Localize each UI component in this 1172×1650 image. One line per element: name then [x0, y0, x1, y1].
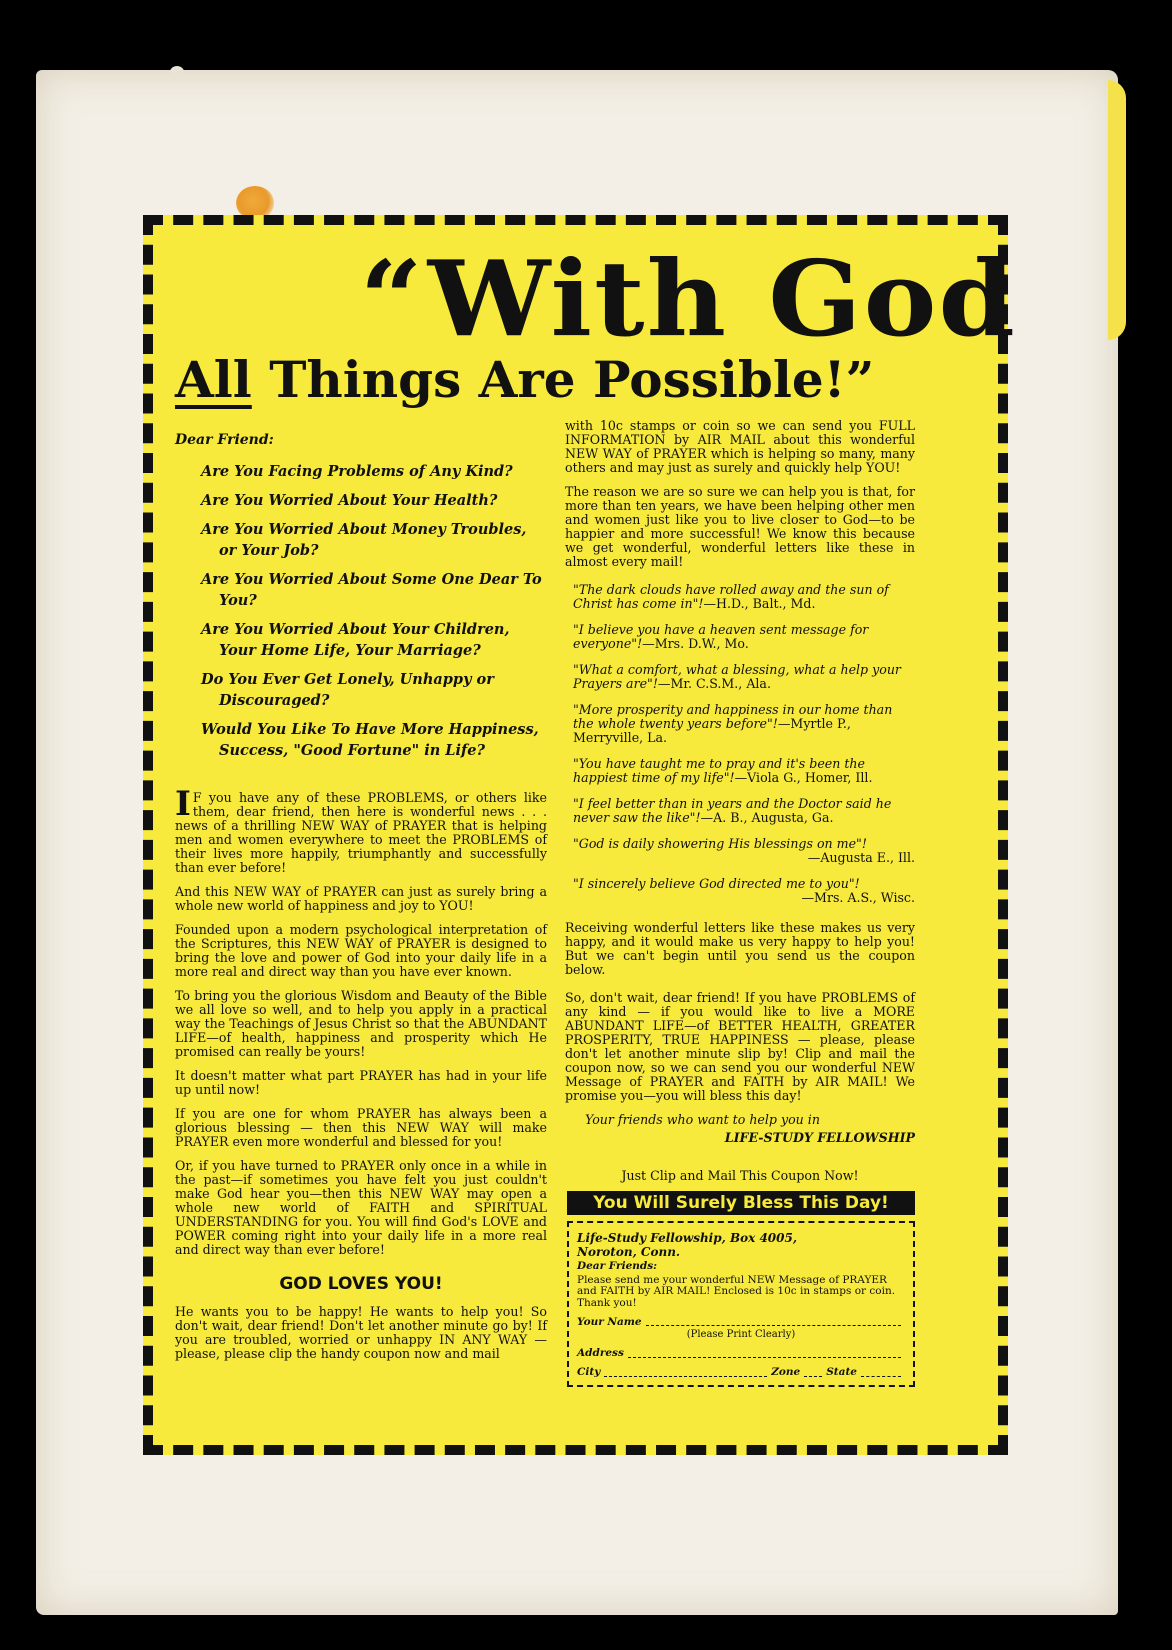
testimonial — [573, 703, 915, 745]
body-paragraph: To bring you the glorious Wisdom and Beauty of the Bible we all love so well, and to help you apply in a practical way the Teachings of Jesus Christ so that the ABUNDANT LIFE—of health, happiness and prosperity which He promised can really be yours! — [175, 988, 547, 1059]
question-item: Are You Facing Problems of Any Kind? — [201, 463, 513, 480]
testimonial-attribution: —H.D., Balt., Md. — [703, 596, 816, 611]
testimonial-text: "More prosperity and happiness in our home than the whole twenty years before"! — [573, 702, 893, 731]
body-paragraph: He wants you to be happy! He wants to help you! So don't wait, dear friend! Don't let another minute go by! If you are troubled, worried or unhappy IN ANY WAY —please, please clip the handy coupon now and mail — [175, 1304, 547, 1361]
testimonial-attribution: —A. B., Augusta, Ga. — [700, 810, 834, 825]
testimonial-text: "The dark clouds have rolled away and the sun of Christ has come in"! — [573, 582, 889, 611]
paragraph-text: F you have any of these PROBLEMS, or others like them, dear friend, then here is wonderful news . . . news of a thrilling NEW WAY of PRAYER that is helping men and women everywhere to meet the PROBLEMS of their lives more happily, triumphantly and successfully than ever before! — [175, 790, 547, 875]
bless-banner: You Will Surely Bless This Day! — [567, 1191, 915, 1215]
zone-label: Zone — [771, 1366, 801, 1378]
testimonial — [573, 837, 915, 865]
coupon-body: Please send me your wonderful NEW Message of PRAYER and FAITH by AIR MAIL! Enclosed is 10c in stamps or coin. Thank you! — [577, 1273, 896, 1309]
body-paragraph: Founded upon a modern psychological interpretation of the Scriptures, this NEW WAY of PRAYER is designed to bring the love and power of God into your daily life in a more real and direct way than you have ever known. — [175, 922, 547, 979]
coupon-city-row — [577, 1366, 905, 1379]
letter-greeting: Dear Friend: — [175, 432, 274, 448]
body-paragraph: And this NEW WAY of PRAYER can just as surely bring a whole new world of happiness and joy to YOU! — [175, 884, 547, 913]
address-label: Address — [577, 1347, 624, 1359]
coupon-name-row — [577, 1315, 905, 1328]
testimonial-attribution: —Viola G., Homer, Ill. — [734, 770, 873, 785]
testimonial-attribution: —Myrtle P., Merryville, La. — [573, 716, 851, 745]
testimonial — [573, 583, 915, 611]
headline-all-word: All — [175, 350, 252, 409]
headline-line-1: “With God — [359, 237, 1017, 360]
paper-nick — [170, 66, 184, 78]
state-field[interactable] — [861, 1366, 901, 1377]
state-label: State — [826, 1366, 857, 1378]
city-field[interactable] — [604, 1366, 767, 1377]
mail-coupon[interactable] — [567, 1221, 915, 1387]
testimonial-text: "I believe you have a heaven sent message for everyone"! — [573, 622, 869, 651]
testimonial-text: "What a comfort, what a blessing, what a help your Prayers are"! — [573, 662, 901, 691]
testimonial — [573, 623, 915, 651]
body-paragraph: Or, if you have turned to PRAYER only once in a while in the past—if sometimes you have felt you just couldn't make God hear you—then this NEW WAY may open a whole new world of FAITH and SPIRITUAL UNDERSTANDING for you. You will find God's LOVE and POWER coming right into your daily life in a more real and direct way than ever before! — [175, 1158, 547, 1257]
testimonial-text: "God is daily showering His blessings on me"! — [573, 836, 867, 851]
testimonial-text: "I feel better than in years and the Doctor said he never saw the like"! — [573, 796, 892, 825]
headline-rest: Things Are Possible!” — [269, 350, 875, 409]
body-paragraph: with 10c stamps or coin so we can send you FULL INFORMATION by AIR MAIL about this wonderful NEW WAY of PRAYER which is helping so many, many others and may just as surely and quickly help YOU! — [565, 418, 915, 475]
question-item: Do You Ever Get Lonely, Unhappy or Discouraged? — [201, 671, 494, 709]
coupon-address-row — [577, 1347, 905, 1360]
question-item: Are You Worried About Your Health? — [201, 492, 498, 509]
testimonial — [573, 757, 915, 785]
question-item: Would You Like To Have More Happiness, Success, "Good Fortune" in Life? — [201, 721, 539, 759]
clip-instruction: Just Clip and Mail This Coupon Now! — [621, 1168, 859, 1183]
testimonial-attribution: —Mrs. D.W., Mo. — [642, 636, 749, 651]
zone-field[interactable] — [804, 1366, 822, 1377]
coupon-greeting: Dear Friends: — [577, 1260, 658, 1272]
testimonial-attribution: —Augusta E., Ill. — [807, 850, 915, 865]
name-label: Your Name — [577, 1315, 642, 1328]
body-paragraph — [175, 784, 547, 875]
question-item: Are You Worried About Some One Dear To You? — [201, 571, 542, 609]
question-item: Are You Worried About Your Children, Your Home Life, Your Marriage? — [201, 621, 510, 659]
right-column — [565, 419, 915, 1387]
coupon-address-line: Noroton, Conn. — [577, 1245, 681, 1259]
city-label: City — [577, 1366, 601, 1378]
drop-cap: I — [175, 784, 191, 824]
signoff-organization: LIFE-STUDY FELLOWSHIP — [724, 1130, 915, 1145]
question-item: Are You Worried About Money Troubles, or Your Job? — [201, 521, 527, 559]
testimonial — [573, 877, 915, 905]
headline-line-2 — [175, 350, 995, 409]
signoff-intro: Your friends who want to help you in — [585, 1112, 820, 1127]
left-column — [175, 433, 547, 1371]
body-paragraph: It doesn't matter what part PRAYER has had in your life up until now! — [175, 1068, 547, 1097]
body-paragraph: If you are one for whom PRAYER has always been a glorious blessing — then this NEW WAY will make PRAYER even more wonderful and blessed for you! — [175, 1106, 547, 1149]
section-title: GOD LOVES YOU! — [279, 1274, 443, 1294]
name-hint: (Please Print Clearly) — [686, 1329, 796, 1340]
body-paragraph: So, don't wait, dear friend! If you have PROBLEMS of any kind — if you would like to live a MORE ABUNDANT LIFE—of BETTER HEALTH, GREATER PROSPERITY, TRUE HAPPINESS — please, please don't let another minute slip by! Clip and mail the coupon now, so we can send you our wonderful NEW Message of PRAYER and FAITH by AIR MAIL! We promise you—you will bless this day! — [565, 990, 915, 1103]
name-field[interactable] — [646, 1315, 901, 1326]
coupon-address-line: Life-Study Fellowship, Box 4005, — [577, 1231, 798, 1245]
testimonial-attribution: —Mr. C.S.M., Ala. — [657, 676, 771, 691]
testimonial-text: "I sincerely believe God directed me to you"! — [573, 876, 860, 891]
testimonial — [573, 797, 915, 825]
advertisement — [143, 215, 1017, 1455]
address-field[interactable] — [628, 1347, 901, 1358]
body-paragraph: The reason we are so sure we can help you is that, for more than ten years, we have been helping other men and women just like you to live closer to God—to be happier and more successful! We know this because we get wonderful, wonderful letters like these in almost every mail! — [565, 484, 915, 569]
testimonial-attribution: —Mrs. A.S., Wisc. — [801, 890, 915, 905]
testimonial — [573, 663, 915, 691]
testimonial-text: "You have taught me to pray and it's been the happiest time of my life"! — [573, 756, 865, 785]
adjacent-page-edge — [1108, 80, 1126, 340]
body-paragraph: Receiving wonderful letters like these makes us very happy, and it would make us very happy to help you! But we can't begin until you send us the coupon below. — [565, 920, 915, 977]
